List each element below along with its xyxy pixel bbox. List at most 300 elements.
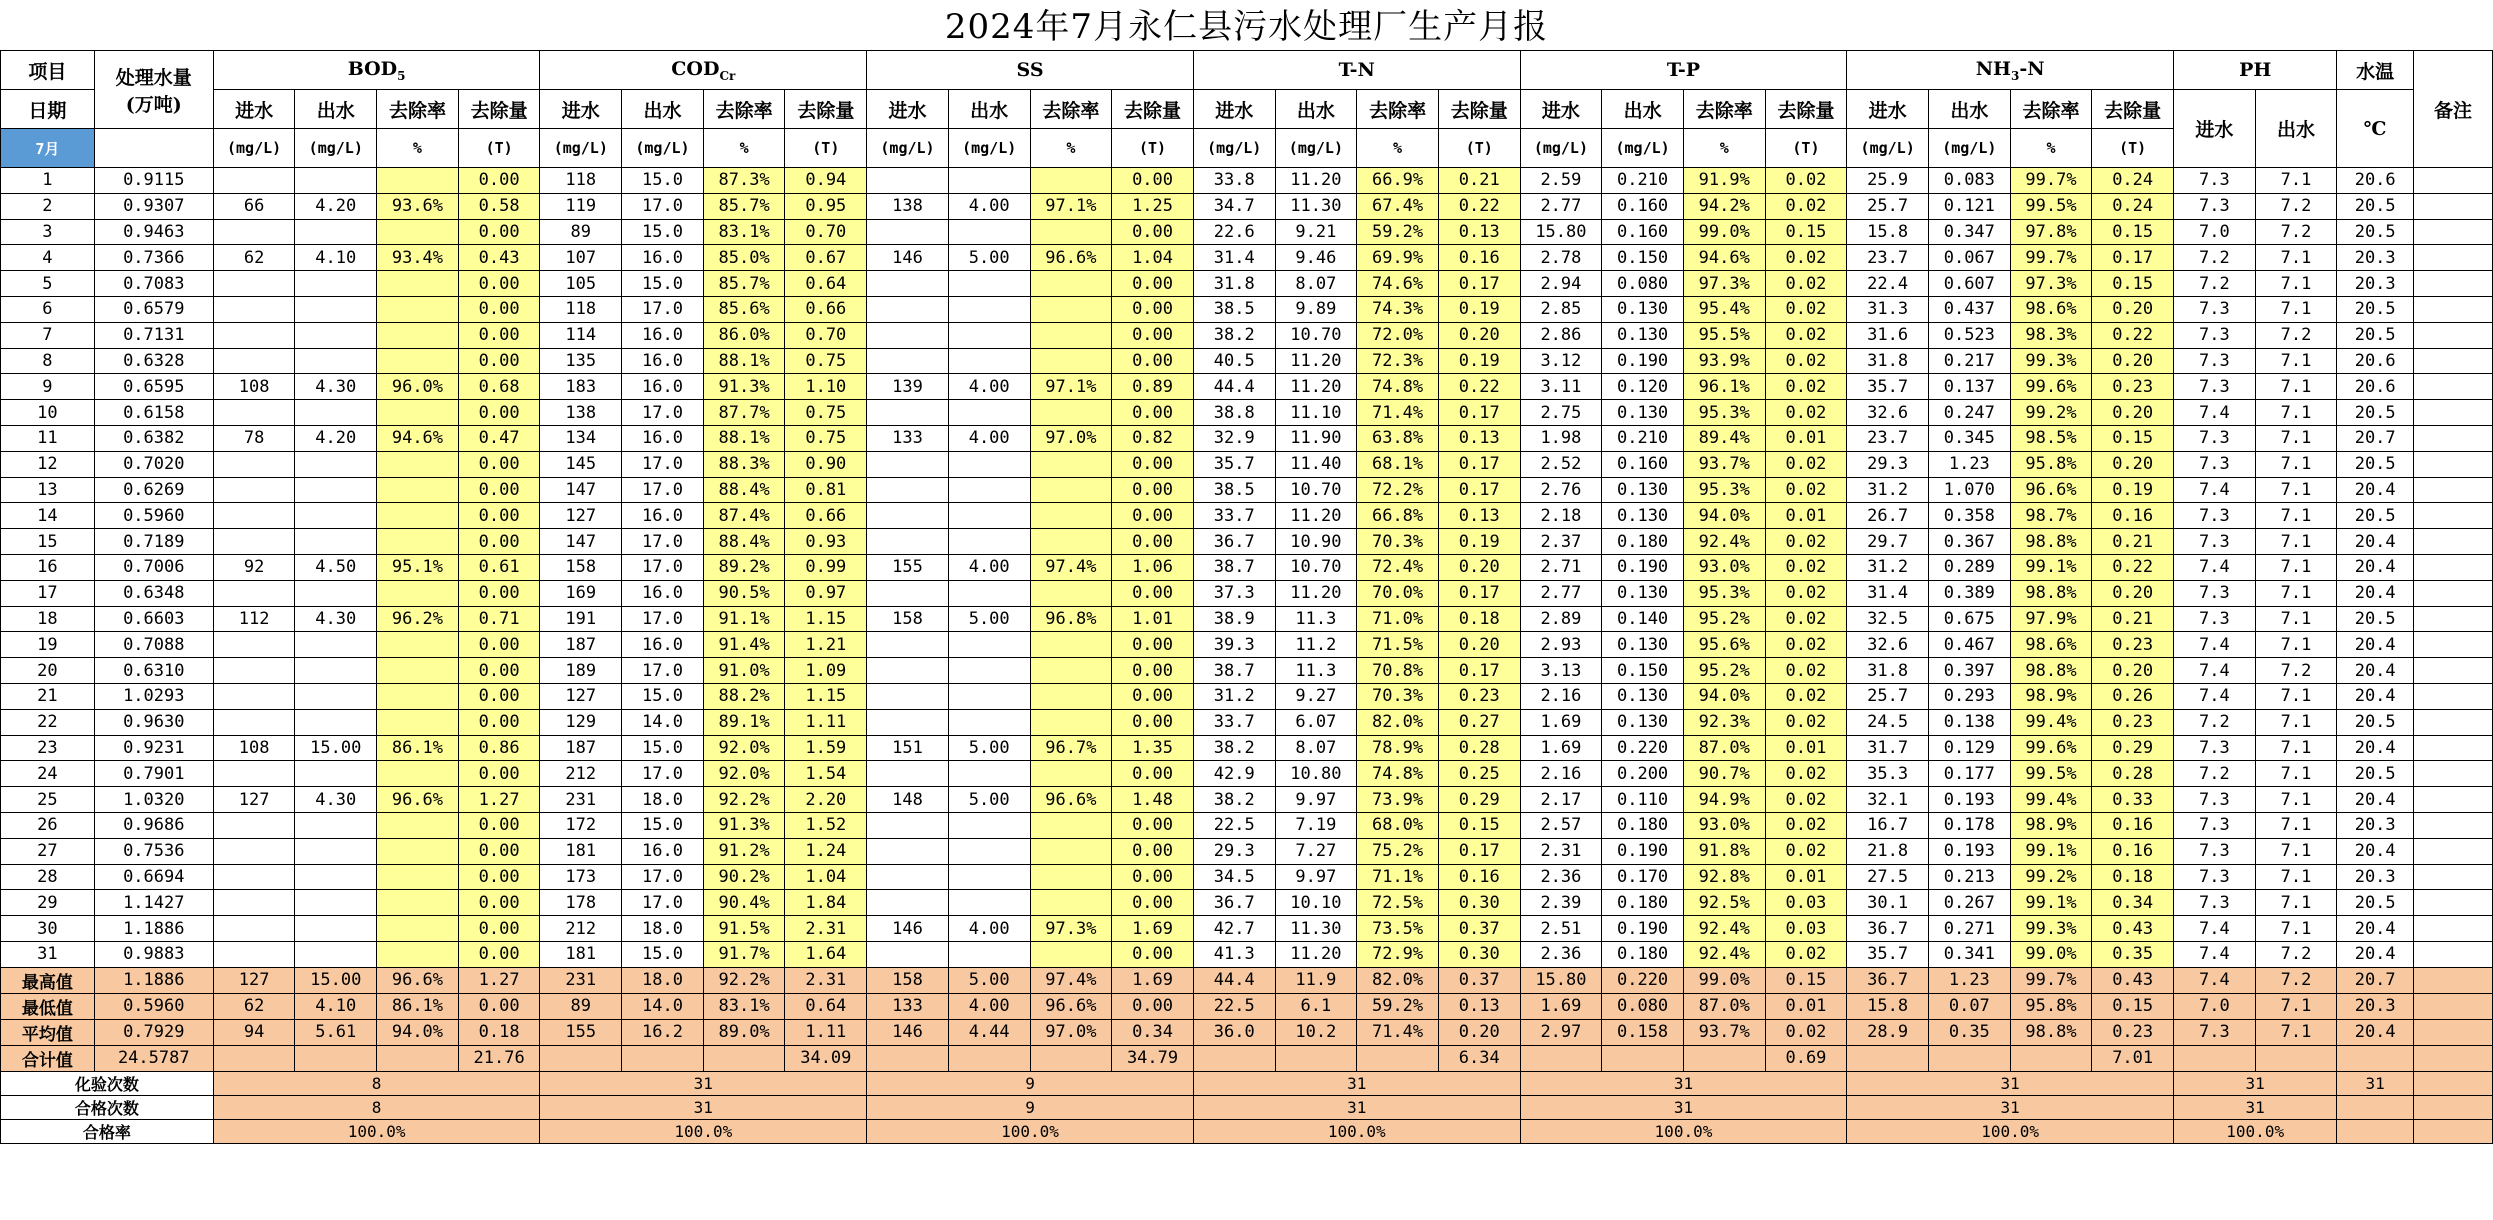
data-cell[interactable]: 16.0 (622, 245, 704, 271)
data-cell[interactable]: 17.0 (622, 451, 704, 477)
data-cell[interactable]: 14 (1, 503, 95, 529)
data-cell[interactable]: 0.067 (1928, 245, 2010, 271)
data-cell[interactable] (295, 219, 377, 245)
data-cell[interactable] (1030, 658, 1112, 684)
data-cell[interactable]: 32.5 (1847, 606, 1929, 632)
data-cell[interactable]: 11.20 (1275, 503, 1357, 529)
data-cell[interactable]: 20.6 (2337, 168, 2414, 194)
data-cell[interactable] (377, 219, 459, 245)
data-cell[interactable]: 7.3 (2174, 193, 2256, 219)
summary-cell[interactable]: 1.69 (1520, 993, 1602, 1019)
data-cell[interactable]: 7.3 (2174, 606, 2256, 632)
summary-cell[interactable]: 1.11 (785, 1019, 867, 1045)
data-cell[interactable]: 7.1 (2255, 400, 2337, 426)
data-cell[interactable]: 0.7189 (94, 529, 213, 555)
data-cell[interactable]: 4.00 (948, 554, 1030, 580)
data-cell[interactable]: 0.33 (2092, 787, 2174, 813)
data-cell[interactable]: 0.81 (785, 477, 867, 503)
data-cell[interactable] (213, 916, 295, 942)
data-cell[interactable]: 98.7% (2010, 503, 2092, 529)
data-cell[interactable] (867, 503, 949, 529)
data-cell[interactable]: 191 (540, 606, 622, 632)
data-cell[interactable]: 4.30 (295, 374, 377, 400)
data-cell[interactable] (867, 271, 949, 297)
data-cell[interactable]: 97.9% (2010, 606, 2092, 632)
count-cell[interactable]: 100.0% (1193, 1119, 1520, 1143)
data-cell[interactable]: 88.1% (703, 425, 785, 451)
summary-cell[interactable]: 4.10 (295, 993, 377, 1019)
data-cell[interactable]: 98.9% (2010, 683, 2092, 709)
data-cell[interactable]: 86.1% (377, 735, 459, 761)
data-cell[interactable] (1030, 168, 1112, 194)
data-cell[interactable]: 7.4 (2174, 632, 2256, 658)
data-cell[interactable] (867, 322, 949, 348)
data-cell[interactable]: 7.1 (2255, 683, 2337, 709)
summary-cell[interactable]: 93.7% (1683, 1019, 1765, 1045)
summary-cell[interactable]: 1.69 (1112, 967, 1194, 993)
data-cell[interactable]: 38.8 (1193, 400, 1275, 426)
summary-cell[interactable]: 5.00 (948, 967, 1030, 993)
summary-cell[interactable]: 59.2% (1357, 993, 1439, 1019)
data-cell[interactable]: 91.1% (703, 606, 785, 632)
data-cell[interactable]: 0.20 (2092, 580, 2174, 606)
data-cell[interactable]: 11.30 (1275, 916, 1357, 942)
data-cell[interactable]: 96.1% (1683, 374, 1765, 400)
data-cell[interactable]: 7.4 (2174, 683, 2256, 709)
data-cell[interactable]: 7.3 (2174, 425, 2256, 451)
data-cell[interactable]: 22.6 (1193, 219, 1275, 245)
data-cell[interactable] (948, 890, 1030, 916)
data-cell[interactable]: 178 (540, 890, 622, 916)
data-cell[interactable] (377, 529, 459, 555)
data-cell[interactable]: 7.19 (1275, 812, 1357, 838)
data-cell[interactable]: 0.21 (1438, 168, 1520, 194)
data-cell[interactable]: 7.2 (2255, 658, 2337, 684)
data-cell[interactable]: 2.51 (1520, 916, 1602, 942)
data-cell[interactable] (1030, 503, 1112, 529)
summary-cell[interactable]: 0.220 (1602, 967, 1684, 993)
data-cell[interactable]: 0.6348 (94, 580, 213, 606)
summary-cell[interactable]: 1.23 (1928, 967, 2010, 993)
data-cell[interactable]: 74.6% (1357, 271, 1439, 297)
data-cell[interactable]: 1.27 (458, 787, 540, 813)
data-cell[interactable]: 20.4 (2337, 735, 2414, 761)
data-cell[interactable]: 173 (540, 864, 622, 890)
data-cell[interactable]: 17.0 (622, 529, 704, 555)
data-cell[interactable]: 0.177 (1928, 761, 2010, 787)
data-cell[interactable]: 31.4 (1193, 245, 1275, 271)
data-cell[interactable]: 22 (1, 709, 95, 735)
summary-cell[interactable]: 34.09 (785, 1045, 867, 1071)
data-cell[interactable]: 0.37 (1438, 916, 1520, 942)
data-cell[interactable] (2414, 168, 2493, 194)
data-cell[interactable]: 0.23 (2092, 709, 2174, 735)
data-cell[interactable] (2414, 400, 2493, 426)
data-cell[interactable]: 92.5% (1683, 890, 1765, 916)
data-cell[interactable]: 0.200 (1602, 761, 1684, 787)
data-cell[interactable]: 0.25 (1438, 761, 1520, 787)
summary-cell[interactable]: 89.0% (703, 1019, 785, 1045)
data-cell[interactable]: 0.01 (1765, 735, 1847, 761)
summary-cell[interactable]: 20.4 (2337, 1019, 2414, 1045)
data-cell[interactable] (377, 890, 459, 916)
data-cell[interactable]: 98.9% (2010, 812, 2092, 838)
data-cell[interactable]: 89.1% (703, 709, 785, 735)
data-cell[interactable]: 0.00 (458, 348, 540, 374)
data-cell[interactable]: 92.2% (703, 787, 785, 813)
data-cell[interactable]: 99.7% (2010, 245, 2092, 271)
summary-cell[interactable]: 14.0 (622, 993, 704, 1019)
data-cell[interactable]: 92.0% (703, 761, 785, 787)
data-cell[interactable]: 94.6% (377, 425, 459, 451)
data-cell[interactable]: 1.25 (1112, 193, 1194, 219)
data-cell[interactable]: 24.5 (1847, 709, 1929, 735)
data-cell[interactable]: 10.70 (1275, 477, 1357, 503)
data-cell[interactable]: 11.20 (1275, 580, 1357, 606)
summary-cell[interactable]: 0.37 (1438, 967, 1520, 993)
data-cell[interactable]: 0.19 (1438, 529, 1520, 555)
count-cell[interactable]: 31 (540, 1095, 867, 1119)
data-cell[interactable]: 0.138 (1928, 709, 2010, 735)
data-cell[interactable]: 7.1 (2255, 761, 2337, 787)
data-cell[interactable]: 0.64 (785, 271, 867, 297)
data-cell[interactable]: 66.8% (1357, 503, 1439, 529)
data-cell[interactable]: 0.19 (2092, 477, 2174, 503)
data-cell[interactable] (948, 322, 1030, 348)
data-cell[interactable] (213, 838, 295, 864)
data-cell[interactable]: 7.1 (2255, 916, 2337, 942)
data-cell[interactable]: 10.10 (1275, 890, 1357, 916)
data-cell[interactable] (213, 761, 295, 787)
data-cell[interactable]: 7.1 (2255, 709, 2337, 735)
data-cell[interactable]: 0.397 (1928, 658, 2010, 684)
data-cell[interactable]: 71.5% (1357, 632, 1439, 658)
data-cell[interactable]: 0.15 (2092, 425, 2174, 451)
data-cell[interactable]: 0.02 (1765, 761, 1847, 787)
data-cell[interactable]: 0.00 (1112, 632, 1194, 658)
data-cell[interactable]: 20.6 (2337, 374, 2414, 400)
data-cell[interactable]: 18 (1, 606, 95, 632)
data-cell[interactable]: 15.0 (622, 168, 704, 194)
data-cell[interactable]: 0.00 (458, 916, 540, 942)
data-cell[interactable]: 20.5 (2337, 709, 2414, 735)
data-cell[interactable]: 12 (1, 451, 95, 477)
data-cell[interactable] (2414, 529, 2493, 555)
count-cell[interactable]: 9 (867, 1071, 1194, 1095)
summary-cell[interactable] (867, 1045, 949, 1071)
data-cell[interactable]: 20.4 (2337, 787, 2414, 813)
data-cell[interactable]: 0.00 (1112, 812, 1194, 838)
data-cell[interactable]: 94.0% (1683, 503, 1765, 529)
data-cell[interactable]: 13 (1, 477, 95, 503)
summary-cell[interactable] (1928, 1045, 2010, 1071)
data-cell[interactable] (295, 451, 377, 477)
data-cell[interactable] (2414, 193, 2493, 219)
data-cell[interactable]: 5 (1, 271, 95, 297)
data-cell[interactable]: 7.1 (2255, 168, 2337, 194)
data-cell[interactable]: 0.9307 (94, 193, 213, 219)
summary-cell[interactable]: 96.6% (1030, 993, 1112, 1019)
data-cell[interactable]: 0.6382 (94, 425, 213, 451)
data-cell[interactable]: 2.86 (1520, 322, 1602, 348)
data-cell[interactable]: 1.15 (785, 606, 867, 632)
summary-cell[interactable] (2255, 1045, 2337, 1071)
data-cell[interactable]: 17.0 (622, 761, 704, 787)
data-cell[interactable]: 1.23 (1928, 451, 2010, 477)
data-cell[interactable]: 7.3 (2174, 296, 2256, 322)
data-cell[interactable]: 148 (867, 787, 949, 813)
count-cell[interactable]: 31 (1193, 1095, 1520, 1119)
data-cell[interactable]: 0.17 (2092, 245, 2174, 271)
data-cell[interactable]: 0.02 (1765, 787, 1847, 813)
summary-cell[interactable]: 0.01 (1765, 993, 1847, 1019)
data-cell[interactable]: 0.129 (1928, 735, 2010, 761)
data-cell[interactable]: 99.0% (2010, 941, 2092, 967)
data-cell[interactable]: 7.4 (2174, 658, 2256, 684)
data-cell[interactable]: 2.76 (1520, 477, 1602, 503)
summary-cell[interactable] (2414, 967, 2493, 993)
data-cell[interactable]: 147 (540, 529, 622, 555)
data-cell[interactable]: 0.210 (1602, 168, 1684, 194)
data-cell[interactable]: 16.0 (622, 374, 704, 400)
data-cell[interactable]: 2.31 (1520, 838, 1602, 864)
data-cell[interactable]: 38.2 (1193, 322, 1275, 348)
summary-cell[interactable]: 0.15 (2092, 993, 2174, 1019)
data-cell[interactable]: 0.66 (785, 503, 867, 529)
data-cell[interactable]: 96.8% (1030, 606, 1112, 632)
data-cell[interactable]: 7.3 (2174, 812, 2256, 838)
data-cell[interactable]: 0.130 (1602, 580, 1684, 606)
data-cell[interactable] (295, 632, 377, 658)
count-cell[interactable]: 31 (2174, 1095, 2337, 1119)
data-cell[interactable]: 4.00 (948, 374, 1030, 400)
data-cell[interactable]: 0.17 (1438, 451, 1520, 477)
data-cell[interactable]: 68.0% (1357, 812, 1439, 838)
data-cell[interactable]: 88.3% (703, 451, 785, 477)
data-cell[interactable] (1030, 864, 1112, 890)
data-cell[interactable]: 0.7083 (94, 271, 213, 297)
data-cell[interactable]: 28 (1, 864, 95, 890)
data-cell[interactable]: 0.70 (785, 219, 867, 245)
data-cell[interactable]: 0.213 (1928, 864, 2010, 890)
data-cell[interactable]: 2.93 (1520, 632, 1602, 658)
data-cell[interactable]: 2.94 (1520, 271, 1602, 297)
data-cell[interactable] (948, 348, 1030, 374)
data-cell[interactable]: 70.3% (1357, 683, 1439, 709)
data-cell[interactable]: 98.8% (2010, 529, 2092, 555)
data-cell[interactable]: 3 (1, 219, 95, 245)
data-cell[interactable]: 42.9 (1193, 761, 1275, 787)
data-cell[interactable]: 7.3 (2174, 322, 2256, 348)
data-cell[interactable]: 0.00 (1112, 709, 1194, 735)
data-cell[interactable] (377, 168, 459, 194)
data-cell[interactable]: 7.1 (2255, 580, 2337, 606)
summary-cell[interactable]: 133 (867, 993, 949, 1019)
data-cell[interactable]: 7.3 (2174, 503, 2256, 529)
data-cell[interactable]: 108 (213, 374, 295, 400)
data-cell[interactable]: 7.3 (2174, 451, 2256, 477)
data-cell[interactable]: 95.6% (1683, 632, 1765, 658)
data-cell[interactable] (213, 709, 295, 735)
data-cell[interactable] (1030, 941, 1112, 967)
data-cell[interactable]: 85.7% (703, 271, 785, 297)
data-cell[interactable] (867, 348, 949, 374)
data-cell[interactable]: 97.4% (1030, 554, 1112, 580)
data-cell[interactable]: 0.130 (1602, 683, 1684, 709)
data-cell[interactable]: 0.18 (1438, 606, 1520, 632)
data-cell[interactable]: 0.01 (1765, 503, 1847, 529)
data-cell[interactable]: 68.1% (1357, 451, 1439, 477)
data-cell[interactable]: 0.190 (1602, 348, 1684, 374)
data-cell[interactable]: 22.4 (1847, 271, 1929, 297)
data-cell[interactable]: 181 (540, 838, 622, 864)
data-cell[interactable]: 20.3 (2337, 245, 2414, 271)
data-cell[interactable]: 29.7 (1847, 529, 1929, 555)
data-cell[interactable]: 98.6% (2010, 632, 2092, 658)
data-cell[interactable]: 96.6% (1030, 245, 1112, 271)
data-cell[interactable]: 0.27 (1438, 709, 1520, 735)
data-cell[interactable]: 0.00 (458, 709, 540, 735)
data-cell[interactable] (948, 400, 1030, 426)
data-cell[interactable]: 0.20 (2092, 658, 2174, 684)
data-cell[interactable] (2414, 812, 2493, 838)
data-cell[interactable]: 11.20 (1275, 941, 1357, 967)
data-cell[interactable]: 0.02 (1765, 580, 1847, 606)
data-cell[interactable]: 9.21 (1275, 219, 1357, 245)
data-cell[interactable]: 6.07 (1275, 709, 1357, 735)
data-cell[interactable]: 16.7 (1847, 812, 1929, 838)
data-cell[interactable]: 0.30 (1438, 941, 1520, 967)
data-cell[interactable]: 0.02 (1765, 838, 1847, 864)
data-cell[interactable]: 11.20 (1275, 374, 1357, 400)
summary-cell[interactable]: 6.34 (1438, 1045, 1520, 1071)
data-cell[interactable]: 72.3% (1357, 348, 1439, 374)
data-cell[interactable] (213, 683, 295, 709)
data-cell[interactable]: 93.0% (1683, 554, 1765, 580)
data-cell[interactable] (2414, 580, 2493, 606)
data-cell[interactable]: 0.271 (1928, 916, 2010, 942)
data-cell[interactable]: 0.00 (1112, 451, 1194, 477)
data-cell[interactable]: 127 (540, 503, 622, 529)
data-cell[interactable]: 0.121 (1928, 193, 2010, 219)
data-cell[interactable]: 2.39 (1520, 890, 1602, 916)
data-cell[interactable]: 20.4 (2337, 683, 2414, 709)
data-cell[interactable]: 0.358 (1928, 503, 2010, 529)
data-cell[interactable]: 1.59 (785, 735, 867, 761)
data-cell[interactable]: 118 (540, 168, 622, 194)
data-cell[interactable]: 99.4% (2010, 709, 2092, 735)
data-cell[interactable]: 0.97 (785, 580, 867, 606)
data-cell[interactable]: 2.77 (1520, 580, 1602, 606)
data-cell[interactable]: 98.5% (2010, 425, 2092, 451)
data-cell[interactable] (867, 890, 949, 916)
data-cell[interactable]: 91.5% (703, 916, 785, 942)
data-cell[interactable] (213, 941, 295, 967)
summary-cell[interactable]: 1.1886 (94, 967, 213, 993)
data-cell[interactable]: 158 (540, 554, 622, 580)
data-cell[interactable]: 7.1 (2255, 451, 2337, 477)
data-cell[interactable] (2414, 554, 2493, 580)
data-cell[interactable]: 10.90 (1275, 529, 1357, 555)
data-cell[interactable]: 16.0 (622, 348, 704, 374)
data-cell[interactable]: 9.97 (1275, 787, 1357, 813)
data-cell[interactable]: 31.2 (1847, 477, 1929, 503)
data-cell[interactable]: 1.01 (1112, 606, 1194, 632)
data-cell[interactable]: 66.9% (1357, 168, 1439, 194)
data-cell[interactable]: 94.2% (1683, 193, 1765, 219)
data-cell[interactable]: 31.2 (1193, 683, 1275, 709)
data-cell[interactable]: 10.70 (1275, 322, 1357, 348)
data-cell[interactable]: 0.9883 (94, 941, 213, 967)
data-cell[interactable]: 0.130 (1602, 477, 1684, 503)
data-cell[interactable] (867, 580, 949, 606)
data-cell[interactable]: 0.24 (2092, 193, 2174, 219)
data-cell[interactable]: 0.00 (1112, 864, 1194, 890)
summary-cell[interactable]: 0.02 (1765, 1019, 1847, 1045)
data-cell[interactable]: 72.2% (1357, 477, 1439, 503)
data-cell[interactable]: 151 (867, 735, 949, 761)
data-cell[interactable]: 97.3% (1683, 271, 1765, 297)
data-cell[interactable]: 5.00 (948, 735, 1030, 761)
data-cell[interactable]: 0.17 (1438, 580, 1520, 606)
summary-cell[interactable]: 7.1 (2255, 1019, 2337, 1045)
data-cell[interactable]: 172 (540, 812, 622, 838)
data-cell[interactable]: 0.26 (2092, 683, 2174, 709)
data-cell[interactable] (867, 632, 949, 658)
data-cell[interactable]: 38.5 (1193, 296, 1275, 322)
data-cell[interactable]: 0.01 (1765, 864, 1847, 890)
data-cell[interactable]: 25.7 (1847, 193, 1929, 219)
data-cell[interactable]: 0.00 (1112, 580, 1194, 606)
summary-cell[interactable]: 20.7 (2337, 967, 2414, 993)
data-cell[interactable]: 0.95 (785, 193, 867, 219)
summary-cell[interactable]: 44.4 (1193, 967, 1275, 993)
data-cell[interactable] (948, 168, 1030, 194)
data-cell[interactable]: 0.00 (1112, 683, 1194, 709)
data-cell[interactable]: 95.3% (1683, 400, 1765, 426)
data-cell[interactable]: 0.02 (1765, 168, 1847, 194)
summary-cell[interactable] (377, 1045, 459, 1071)
data-cell[interactable]: 2.85 (1520, 296, 1602, 322)
data-cell[interactable]: 4.10 (295, 245, 377, 271)
data-cell[interactable]: 0.341 (1928, 941, 2010, 967)
data-cell[interactable]: 15.00 (295, 735, 377, 761)
data-cell[interactable]: 15.0 (622, 219, 704, 245)
data-cell[interactable] (2414, 451, 2493, 477)
count-cell[interactable]: 100.0% (2174, 1119, 2337, 1143)
data-cell[interactable]: 0.29 (2092, 735, 2174, 761)
data-cell[interactable]: 4.20 (295, 193, 377, 219)
data-cell[interactable]: 0.160 (1602, 193, 1684, 219)
data-cell[interactable]: 34.7 (1193, 193, 1275, 219)
data-cell[interactable]: 0.28 (1438, 735, 1520, 761)
data-cell[interactable]: 1.04 (1112, 245, 1194, 271)
data-cell[interactable] (2414, 425, 2493, 451)
data-cell[interactable] (295, 683, 377, 709)
summary-cell[interactable]: 36.0 (1193, 1019, 1275, 1045)
data-cell[interactable]: 38.7 (1193, 658, 1275, 684)
summary-cell[interactable]: 0.00 (1112, 993, 1194, 1019)
data-cell[interactable] (213, 322, 295, 348)
data-cell[interactable]: 0.00 (1112, 348, 1194, 374)
data-cell[interactable]: 0.93 (785, 529, 867, 555)
data-cell[interactable]: 3.11 (1520, 374, 1602, 400)
data-cell[interactable]: 2.20 (785, 787, 867, 813)
summary-cell[interactable]: 96.6% (377, 967, 459, 993)
data-cell[interactable]: 89.2% (703, 554, 785, 580)
data-cell[interactable]: 18.0 (622, 916, 704, 942)
data-cell[interactable]: 4.50 (295, 554, 377, 580)
